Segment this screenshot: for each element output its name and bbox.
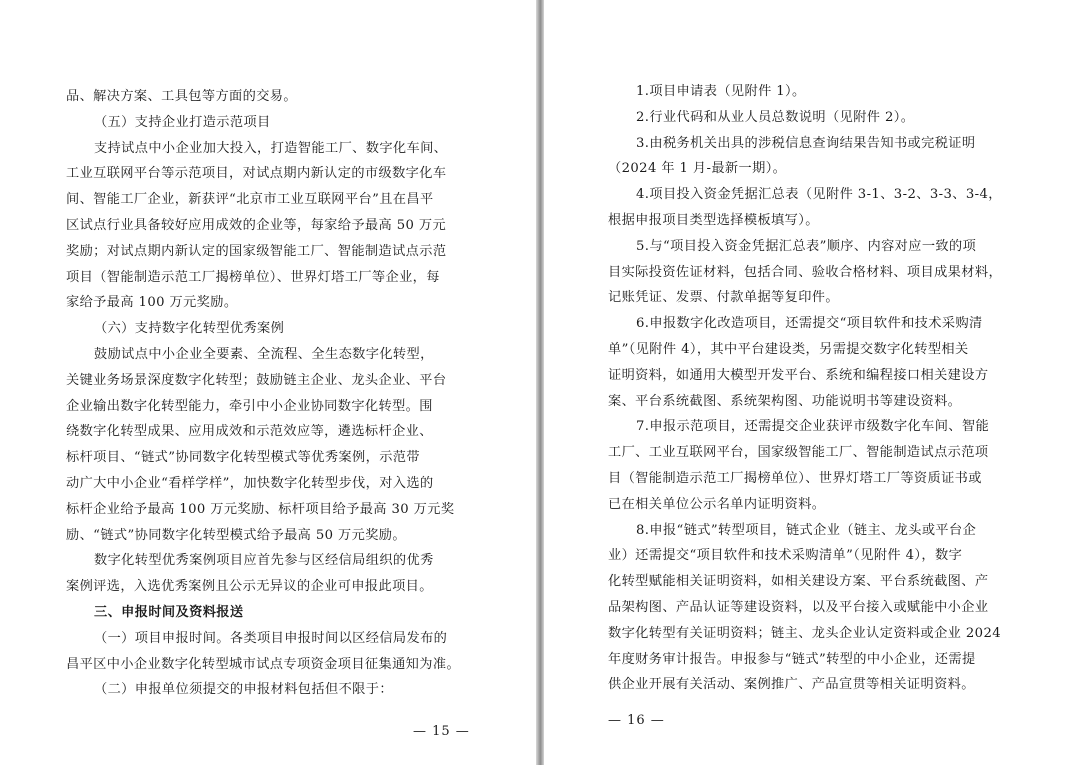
text-line: 区试点行业具备较好应用成效的企业等，每家给予最高 50 万元 — [66, 217, 447, 233]
text-line: （二）申报单位须提交的申报材料包括但不限于： — [94, 682, 393, 698]
text-line: 年度财务审计报告。申报参与“链式”转型的中小企业，还需提 — [608, 651, 976, 667]
text-line: 工业互联网平台等示范项目，对试点期内新认定的市级数字化车 — [66, 166, 447, 182]
text-line: 6.申报数字化改造项目，还需提交“项目软件和技术采购清 — [636, 316, 983, 332]
page-16 — [544, 0, 1080, 765]
book-gutter — [536, 0, 544, 765]
text-line: 标杆企业给予最高 100 万元奖励、标杆项目给予最高 30 万元奖 — [66, 501, 455, 517]
text-line: 2.行业代码和从业人员总数说明（见附件 2）。 — [636, 109, 915, 125]
text-line: 奖励；对试点期内新认定的国家级智能工厂、智能制造试点示范 — [66, 243, 447, 259]
text-line: 4.项目投入资金凭据汇总表（见附件 3-1、3-2、3-3、3-4， — [636, 187, 1002, 203]
text-line: 案例评选，入选优秀案例且公示无异议的企业可申报此项目。 — [66, 579, 433, 595]
text-line: 鼓励试点中小企业全要素、全流程、全生态数字化转型， — [94, 346, 434, 362]
text-line: 三、申报时间及资料报送 — [94, 604, 244, 620]
text-line: 动广大中小企业“看样学样”，加快数字化转型步伐，对入选的 — [66, 475, 434, 491]
text-line: （一）项目申报时间。各类项目申报时间以区经信局发布的 — [94, 630, 448, 646]
text-line: 证明资料，如通用大模型开发平台、系统和编程接口相关建设方 — [608, 367, 989, 383]
text-line: 项目（智能制造示范工厂揭榜单位）、世界灯塔工厂等企业，每 — [66, 269, 440, 285]
text-line: 记账凭证、发票、付款单据等复印件。 — [608, 290, 839, 306]
text-line: 化转型赋能相关证明资料，如相关建设方案、平台系统截图、产 — [608, 574, 989, 590]
text-line: 绕数字化转型成果、应用成效和示范效应等，遴选标杆企业、 — [66, 424, 433, 440]
text-line: （五）支持企业打造示范项目 — [94, 114, 271, 130]
left-page-body — [66, 84, 476, 703]
text-line: 品、解决方案、工具包等方面的交易。 — [66, 89, 297, 104]
text-line: 数字化转型优秀案例项目应首先参与区经信局组织的优秀 — [94, 553, 434, 569]
text-line: 关键业务场景深度数字化转型；鼓励链主企业、龙头企业、平台 — [66, 372, 447, 388]
text-line: 根据申报项目类型选择模板填写）。 — [608, 212, 819, 228]
page-15 — [0, 0, 536, 765]
text-line: 数字化转型有关证明资料；链主、龙头企业认定资料或企业 2024 — [608, 625, 1002, 641]
page-number-right: — 16 — — [608, 713, 665, 728]
text-line: 5.与“项目投入资金凭据汇总表”顺序、内容对应一致的项 — [636, 238, 977, 254]
text-line: （2024 年 1 月-最新一期）。 — [608, 161, 787, 177]
text-line: 间、智能工厂企业，新获评“北京市工业互联网平台”且在昌平 — [66, 192, 434, 208]
text-line: 业）还需提交“项目软件和技术采购清单”（见附件 4），数字 — [608, 548, 963, 564]
text-line: 标杆项目、“链式”协同数字化转型模式等优秀案例，示范带 — [66, 450, 420, 466]
text-line: 家给予最高 100 万元奖励。 — [66, 295, 238, 311]
text-line: 3.由税务机关出具的涉税信息查询结果告知书或完税证明 — [636, 135, 976, 151]
text-line: 1.项目申请表（见附件 1）。 — [636, 84, 806, 99]
text-line: 案、平台系统截图、系统架构图、功能说明书等建设资料。 — [608, 393, 962, 409]
text-line: 目（智能制造示范工厂揭榜单位）、世界灯塔工厂等资质证书或 — [608, 470, 982, 486]
text-line: 7.申报示范项目，还需提交企业获评市级数字化车间、智能 — [636, 419, 990, 435]
page-number-left: — 15 — — [413, 724, 470, 739]
text-line: 励、“链式”协同数字化转型模式给予最高 50 万元奖励。 — [66, 527, 406, 543]
text-line: 品架构图、产品认证等建设资料，以及平台接入或赋能中小企业 — [608, 599, 989, 615]
text-line: 供企业开展有关活动、案例推广、产品宣贯等相关证明资料。 — [608, 677, 975, 693]
text-line: 单”（见附件 4），其中平台建设类，另需提交数字化转型相关 — [608, 341, 969, 357]
text-line: 目实际投资佐证材料，包括合同、验收合格材料、项目成果材料， — [608, 264, 1003, 280]
text-line: 企业输出数字化转型能力，牵引中小企业协同数字化转型。围 — [66, 398, 433, 414]
text-line: 8.申报“链式”转型项目，链式企业（链主、龙头或平台企 — [636, 522, 977, 538]
text-line: 支持试点中小企业加大投入，打造智能工厂、数字化车间、 — [94, 140, 448, 156]
right-page-body — [608, 79, 1018, 698]
text-line: 工厂、工业互联网平台，国家级智能工厂、智能制造试点示范项 — [608, 445, 989, 461]
text-line: 已在相关单位公示名单内证明资料。 — [608, 496, 826, 512]
text-line: （六）支持数字化转型优秀案例 — [94, 321, 285, 337]
text-line: 昌平区中小企业数字化转型城市试点专项资金项目征集通知为准。 — [66, 656, 461, 672]
